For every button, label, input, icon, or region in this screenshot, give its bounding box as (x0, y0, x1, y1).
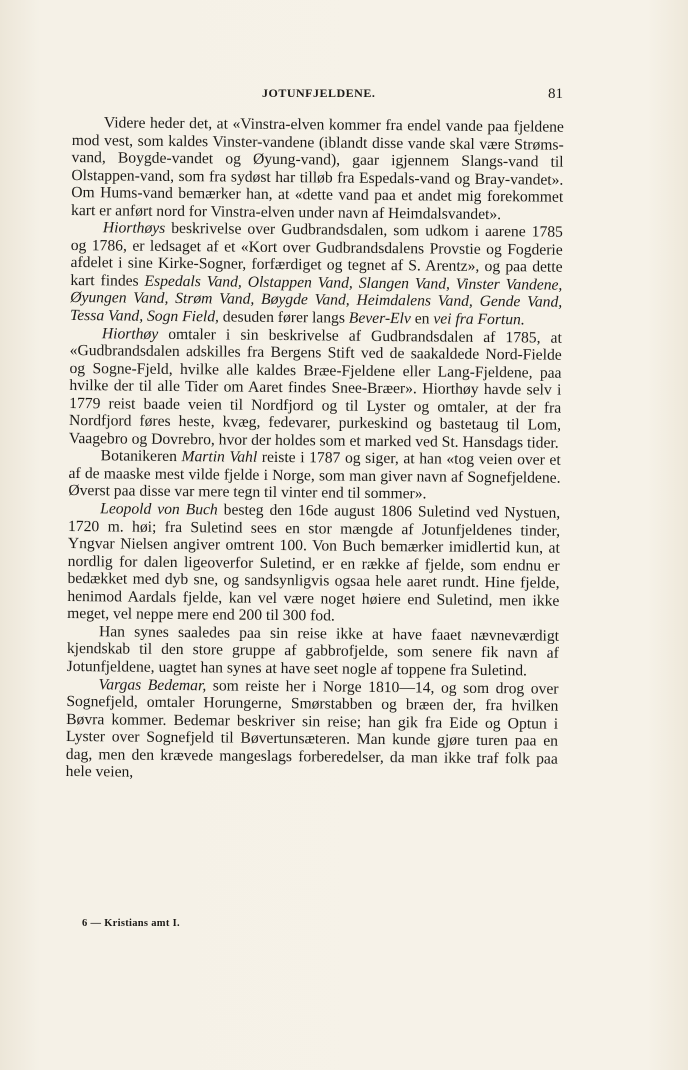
text-run: en (410, 310, 434, 328)
italic-name: Vargas Bedemar, (98, 675, 207, 694)
italic-name: Hiorthøy (101, 324, 159, 343)
italic-name: vei fra Fortun. (433, 310, 525, 329)
text-run: besteg den 16de august 1806 Suletind ved Nystuen, 1720 m. høi; fra Suletind sees en stor mængde af Jotunfjeldenes tinder, Yngvar Nielsen angiver omtrent 100. Von Buch bemærker imidlertid kun, at nordlig for dalen ligeoverfor Suletind, er en række af fjelde, som endnu er bedækket med dyb sne, og sandsynligvis ogsaa hele aaret rundt. Hine fjelde, henimod Aardals fjelde, kan vel være noget høiere end Suletind, men ikke meget, vel neppe mere end 200 til 300 fod. (67, 501, 561, 625)
text-run: Han synes saaledes paa sin reise ikke at have faaet nævneværdigt kjendskab til den store gruppe af gabbrofjelde, som senere fik navn af Jotunfjeldene, uagtet han synes at have seet nogle af toppene fra Suletind. (66, 623, 560, 680)
printer-signature: 6 — Kristians amt I. (82, 918, 180, 929)
body-text (66, 114, 564, 785)
italic-name: Martin Vahl (181, 448, 258, 467)
text-run: som reiste her i Norge 1810—14, og som drog over Sognefjeld, omtaler Horungerne, Smørstabben og bræen der, fra hvilken Bøvra kommer. Bedemar beskriver sin reise; han gik fra Eide og Optun i Lyster over Sognefjeld til Bøvertunsæteren. Man kunde gjøre turen paa en dag, men den krævede mangeslags forberedelser, da man ikke traf folk paa hele veien, (65, 676, 559, 781)
paragraph (71, 114, 564, 224)
italic-name: Leopold von Buch (100, 500, 218, 519)
paragraph (66, 675, 559, 785)
italic-name: Hiorthøys (102, 219, 166, 238)
text-run: beskrivelse over Gudbrandsdalen, som udkom i aarene 1785 og 1786, er ledsaget af et «Kort over Gudbrandsdalens Provstie og Fogderie afdelet i sine Kirke-Sogner, forfærdiget og tegnet af S. Arentz», og paa dette kart findes (70, 220, 563, 290)
text-run: desuden fører langs (218, 308, 349, 327)
text-run: Botanikeren (100, 447, 182, 466)
text-run: Videre heder det, at «Vinstra-elven kommer fra endel vande paa fjeldene mod vest, som kaldes Vinster-vandene (iblandt disse vande skal være Strøms-vand, Boygde-vandet og Øyung-vand), gaar igjennem Slangs-vand til Olstappen-vand, som fra sydøst har tilløb fra Espedals-vand og Bray-vandet». Om Hums-vand bemærker han, at «dette vand paa et andet mig forekommet kart er anført nord for Vinstra-elven under navn af Heimdalsvandet». (70, 114, 564, 223)
paragraph (68, 447, 560, 504)
text-run: omtaler i sin beskrivelse af Gudbrandsdalen af 1785, at «Gudbrandsdalen adskilles fra Bergens Stift ved de saakaldede Nord-Fielde og Sogne-Fjeld, hvilke alle kaldes Bræe-Fjeldene eller Lang-Fjeldene, paa hvilke der til alle Tider om Aaret findes Snee-Bræer». Hiorthøy havde selv i 1779 reist baade veien til Nordfjord og til Lyster og omtaler, at der fra Nordfjord føres heste, kvæg, fedevarer, purkeskind og bastetaug til Lom, Vaagebro og Dovrebro, hvor der holdes som et marked ved St. Hansdags tider. (68, 325, 562, 452)
paragraph (70, 219, 563, 329)
paragraph (67, 623, 559, 680)
page-number: 81 (548, 86, 563, 102)
italic-name: Bever-Elv (348, 309, 411, 328)
paragraph (67, 500, 560, 628)
italic-name: Espedals Vand, Olstappen Vand, Slangen Vand, Vinster Vandene, Øyungen Vand, Strøm Vand, Bøygde Vand, Heimdalens Vand, Gende Vand, Tessa Vand, Sogn Field, (69, 272, 563, 326)
paragraph (69, 325, 562, 453)
running-title: JOTUNFJELDENE. (262, 86, 376, 100)
text-run: reiste i 1787 og siger, at han «tog veien over et af de maaske mest vilde fjelde i Norge, som man giver navn af Sognefjeldene. Øverst paa disse var mere tegn til vinter end til sommer». (68, 449, 561, 503)
